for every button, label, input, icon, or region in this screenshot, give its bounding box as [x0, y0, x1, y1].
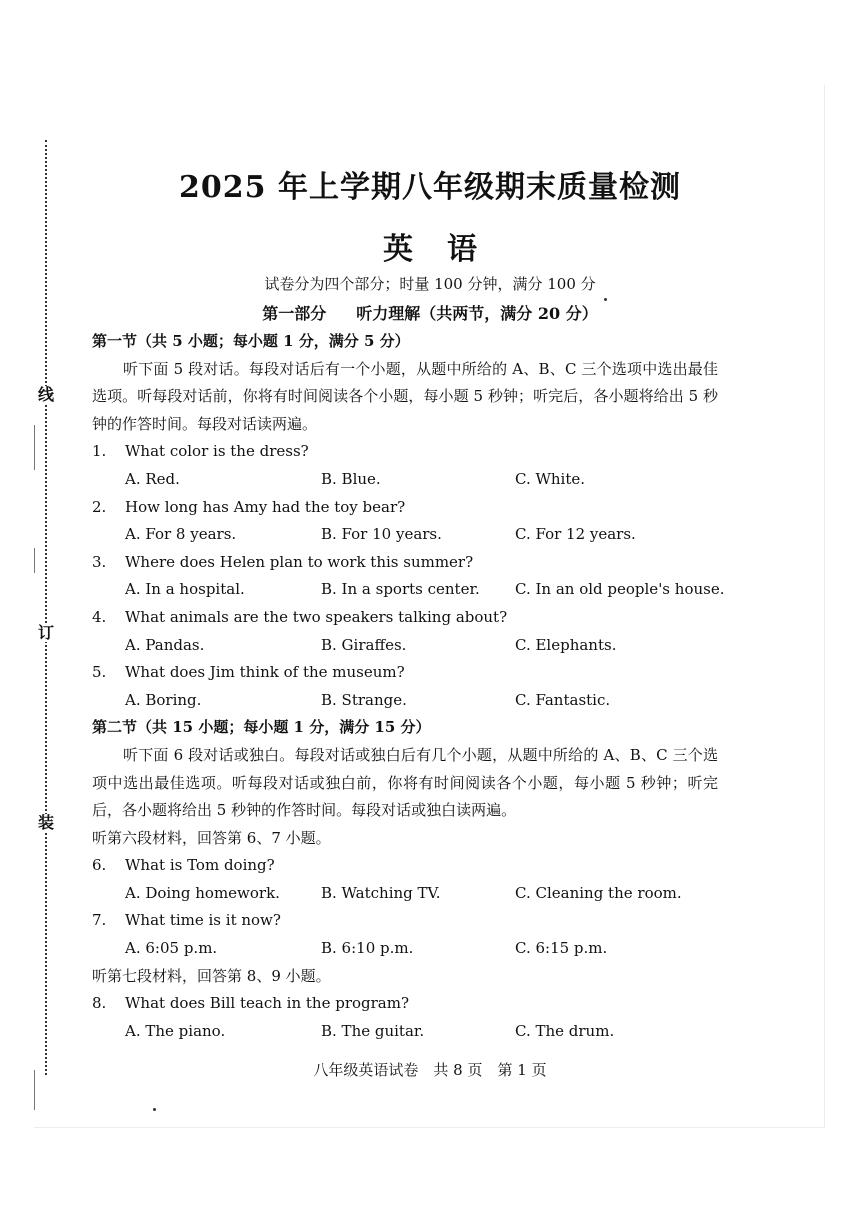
option-c: C. In an old people's house.	[515, 580, 725, 599]
exam-content	[92, 328, 725, 1045]
option-b: B. Strange.	[321, 690, 407, 709]
option-a: A. Boring.	[125, 690, 202, 709]
material-instruction: 听第六段材料，回答第 6、7 小题。	[92, 828, 331, 847]
options-row	[92, 935, 718, 963]
option-b: B. Blue.	[321, 469, 381, 488]
question-number: 4.	[92, 607, 107, 626]
question	[92, 438, 718, 466]
question-text: What does Jim think of the museum?	[125, 663, 405, 682]
question-number: 2.	[92, 497, 107, 516]
margin-mark	[34, 425, 35, 470]
binding-mark-zhuang: 装	[37, 813, 54, 832]
option-a: A. Pandas.	[125, 635, 205, 654]
margin-mark	[34, 548, 35, 573]
option-b: B. For 10 years.	[321, 525, 442, 544]
option-c: C. 6:15 p.m.	[515, 939, 608, 958]
section1-heading: 第一节（共 5 小题；每小题 1 分，满分 5 分）	[92, 332, 410, 350]
question-block	[92, 438, 718, 493]
option-b: B. Giraffes.	[321, 635, 407, 654]
option-b: B. Watching TV.	[321, 883, 441, 902]
option-c: C. The drum.	[515, 1021, 615, 1040]
option-b: B. In a sports center.	[321, 580, 480, 599]
part-name: 第一部分	[262, 304, 327, 323]
section1-instructions: 听下面 5 段对话。每段对话后有一个小题，从题中所给的 A、B、C 三个选项中选出最佳选项。听每段对话前，你将有时间阅读各个小题，每小题 5 秒钟；听完后，各小题将给出 5 秒钟的作答时间。每段对话读两遍。	[92, 359, 718, 433]
exam-info: 试卷分为四个部分；时量 100 分钟，满分 100 分	[264, 275, 596, 293]
option-a: A. In a hospital.	[125, 580, 245, 599]
question-number: 3.	[92, 552, 107, 571]
options-row	[92, 687, 718, 715]
question	[92, 659, 718, 687]
options-row	[92, 880, 718, 908]
question	[92, 907, 718, 935]
exam-title: 2025 年上学期八年级期末质量检测	[179, 170, 681, 205]
question-number: 8.	[92, 994, 107, 1013]
option-c: C. For 12 years.	[515, 525, 636, 544]
subject-title: 英语	[383, 232, 511, 267]
question-number: 6.	[92, 856, 107, 875]
question-text: What color is the dress?	[125, 442, 309, 461]
question	[92, 852, 718, 880]
question-block	[92, 990, 718, 1045]
option-b: B. The guitar.	[321, 1021, 425, 1040]
question-text: How long has Amy had the toy bear?	[125, 497, 406, 516]
question-block	[92, 604, 718, 659]
option-a: A. The piano.	[125, 1021, 226, 1040]
option-c: C. Cleaning the room.	[515, 883, 682, 902]
part-heading	[0, 301, 860, 324]
option-c: C. White.	[515, 469, 586, 488]
question-block	[92, 659, 718, 714]
question-text: What animals are the two speakers talking about?	[125, 607, 508, 626]
question-block	[92, 907, 718, 962]
question	[92, 494, 718, 522]
section2-heading: 第二节（共 15 小题；每小题 1 分，满分 15 分）	[92, 718, 431, 737]
option-a: A. Doing homework.	[125, 883, 280, 902]
question-block	[92, 549, 725, 604]
options-row	[92, 466, 718, 494]
options-row	[92, 521, 718, 549]
question-number: 5.	[92, 663, 107, 682]
option-c: C. Fantastic.	[515, 690, 611, 709]
option-c: C. Elephants.	[515, 635, 617, 654]
binding-mark-ding: 订	[37, 623, 54, 642]
question-text: Where does Helen plan to work this summer?	[125, 552, 474, 571]
section2-instructions: 听下面 6 段对话或独白。每段对话或独白后有几个小题，从题中所给的 A、B、C 三个选项中选出最佳选项。听每段对话或独白前，你将有时间阅读各个小题，每小题 5 秒钟；听完后，各小题将给出 5 秒钟的作答时间。每段对话或独白读两遍。	[92, 745, 718, 820]
binding-mark-xian: 线	[37, 385, 54, 404]
question-number: 1.	[92, 442, 107, 461]
option-a: A. 6:05 p.m.	[125, 939, 218, 958]
options-row	[92, 632, 718, 660]
question-block	[92, 494, 718, 549]
question-text: What time is it now?	[125, 911, 281, 930]
part-title: 听力理解（共两节，满分 20 分）	[356, 304, 598, 323]
page-footer: 八年级英语试卷 共 8 页 第 1 页	[313, 1061, 547, 1079]
option-b: B. 6:10 p.m.	[321, 939, 414, 958]
question-block	[92, 852, 718, 907]
question-text: What is Tom doing?	[125, 856, 275, 875]
option-a: A. For 8 years.	[125, 525, 237, 544]
question	[92, 990, 718, 1018]
options-row	[92, 576, 725, 604]
question-number: 7.	[92, 911, 107, 930]
options-row	[92, 1018, 718, 1046]
material-instruction: 听第七段材料，回答第 8、9 小题。	[92, 966, 331, 985]
option-a: A. Red.	[125, 469, 180, 488]
question	[92, 604, 718, 632]
question	[92, 549, 718, 577]
question-text: What does Bill teach in the program?	[125, 994, 409, 1013]
scan-speck	[153, 1108, 156, 1111]
